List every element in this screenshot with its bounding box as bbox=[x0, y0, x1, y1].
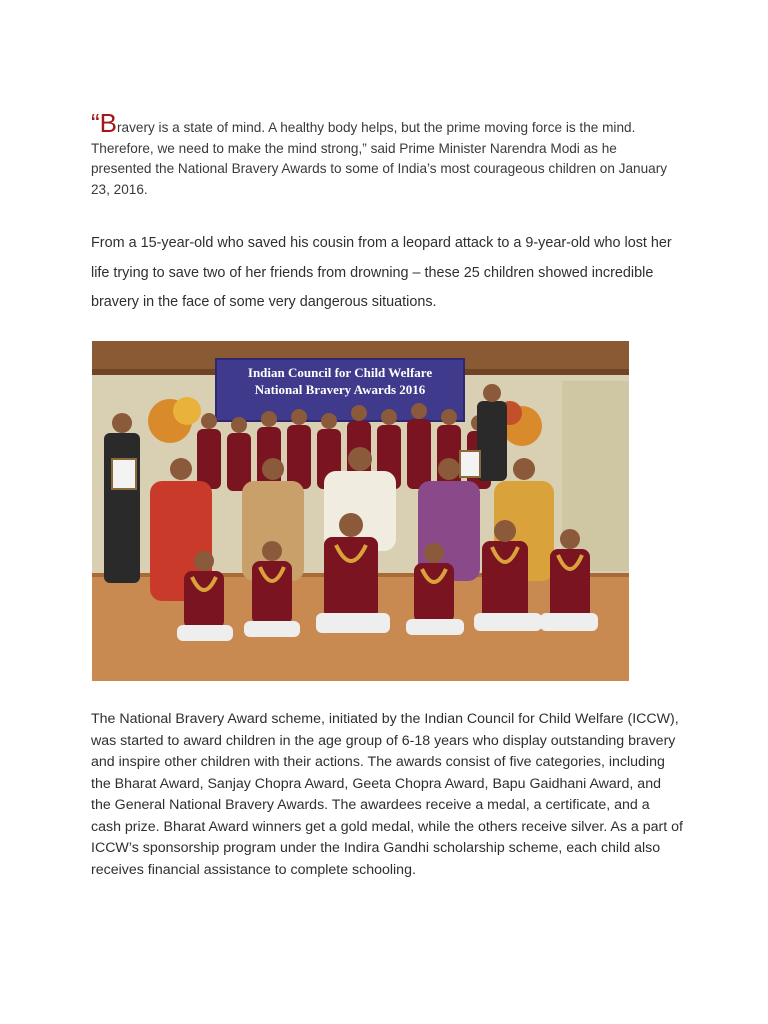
quote-text: ravery is a state of mind. A healthy body helps, but the prime moving force is the mind. Therefore, we need to make the mind strong,” said Prime Minister Narendra Modi as he presented the National Bravery Awards to some of India’s most courageous children on January 23, 2016. bbox=[91, 120, 668, 197]
quote-paragraph bbox=[91, 108, 681, 200]
banner-line-1: Indian Council for Child Welfare bbox=[247, 365, 433, 380]
quote-open-mark: “ bbox=[91, 108, 100, 138]
drop-cap: B bbox=[99, 108, 118, 138]
award-group-photo bbox=[92, 341, 629, 681]
banner-line-2: National Bravery Awards 2016 bbox=[254, 382, 426, 397]
lead-paragraph: From a 15-year-old who saved his cousin from a leopard attack to a 9-year-old who lost her life trying to save two of her friends from drowning – these 25 children showed incredible bravery in the face of some very dangerous situations. bbox=[91, 235, 672, 310]
body-paragraph: The National Bravery Award scheme, initiated by the Indian Council for Child Welfare (ICCW), was started to award children in the age group of 6-18 years who display outstanding bravery and inspire other children with their actions. The awards consist of five categories, including the Bharat Award, Sanjay Chopra Award, Geeta Chopra Award, Bapu Gaidhani Award, and the General National Bravery Awards. The awardees receive a medal, a certificate, and a cash prize. Bharat Award winners get a gold medal, while the others receive silver. As a part of ICCW’s sponsorship program under the Indira Gandhi scholarship scheme, each child also receives financial assistance to complete schooling. bbox=[91, 711, 683, 878]
